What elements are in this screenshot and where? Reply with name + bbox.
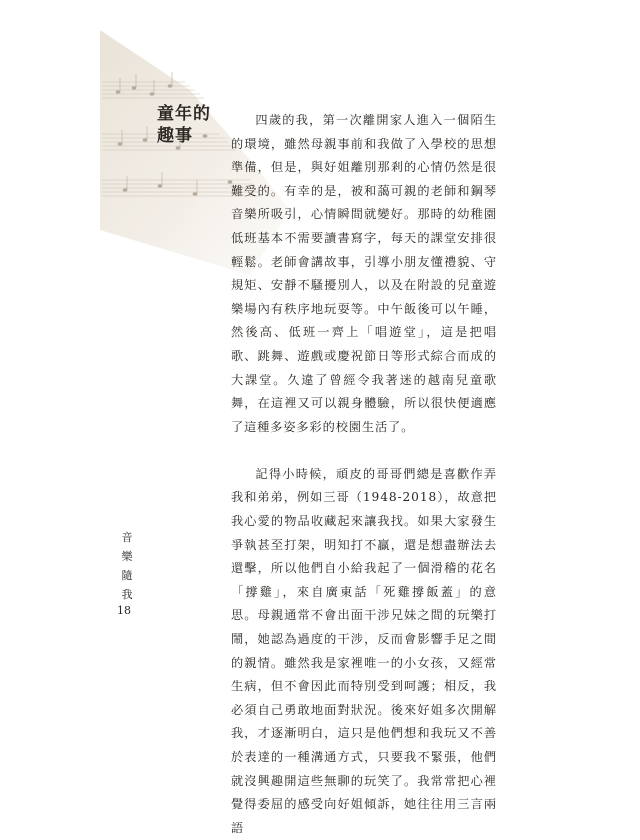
- chapter-title-line-2: 趣事: [157, 126, 193, 146]
- paragraph: 四歲的我，第一次離開家人進入一個陌生的環境，雖然母親事前和我做了入學校的思想準備，但是，與好姐離別那剎的心情仍然是很難受的。有幸的是，被和藹可親的老師和鋼琴音樂所吸引，心情瞬間就變好。那時的幼稚園低班基本不需要讀書寫字，每天的課堂安排很輕鬆。老師會講故事，引導小朋友懂禮貌、守規矩、安靜不騷擾別人，以及在附設的兒童遊樂場內有秩序地玩耍等。中午飯後可以午睡，然後高、低班一齊上「唱遊堂」，這是把唱歌、跳舞、遊戲或慶祝節日等形式綜合而成的大課堂。久違了曾經令我著迷的越南兒童歌舞，在這裡又可以親身體驗，所以很快便適應了這種多姿多彩的校園生活了。: [231, 113, 497, 434]
- paragraph: 記得小時候，頑皮的哥哥們總是喜歡作弄我和弟弟，例如三哥（1948-2018），故意把我心愛的物品收藏起來讓我找。如果大家發生爭執甚至打架，明知打不贏，還是想盡辦法去還擊，所以他們自小給我起了一個滑稽的花名「撐雞」，來自廣東話「死雞撐飯蓋」的意思。母親通常不會出面干涉兄妹之間的玩樂打鬧，她認為過度的干涉，反而會影響手足之間的親情。雖然我是家裡唯一的小女孩，又經常生病，但不會因此而特別受到呵護；相反，我必須自己勇敢地面對狀況。後來好姐多次開解我，才逐漸明白，這只是他們想和我玩又不善於表達的一種溝通方式，只要我不緊張，他們就沒興趣開這些無聊的玩笑了。我常常把心裡覺得委屈的感受向好姐傾訴，她往往用三言兩語: [231, 466, 497, 835]
- chapter-title-line-1: 童年的: [157, 104, 211, 124]
- page-number: 18: [117, 604, 131, 617]
- book-title-char: 隨: [121, 569, 133, 582]
- book-title-char: 樂: [121, 550, 133, 563]
- chapter-title: [157, 103, 211, 147]
- body-text: [231, 109, 497, 840]
- book-title-char: 音: [121, 531, 133, 544]
- running-book-title: [117, 528, 137, 604]
- book-title-char: 我: [121, 588, 133, 601]
